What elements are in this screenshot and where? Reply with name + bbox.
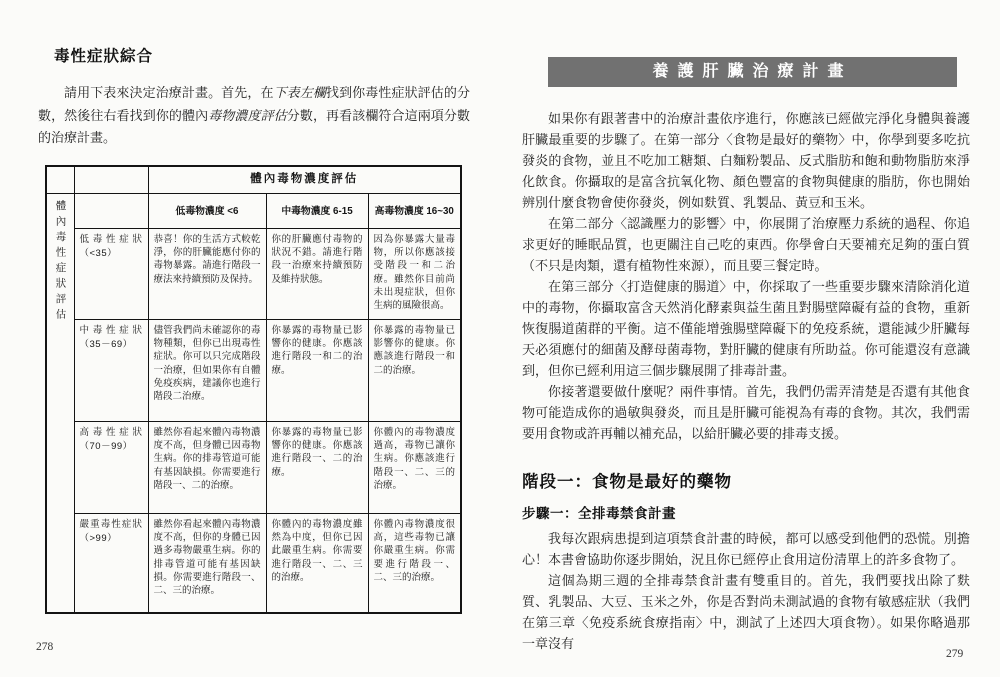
table-top-header-row (46, 166, 461, 194)
body-paragraph: 如果你有跟著書中的治療計畫依序進行，你應該已經做完淨化身體與養護肝臟最重要的步驟了。在第一部分〈食物是最好的藥物〉中，你學到要多吃抗發炎的食物，並且不吃加工糖類、白麵粉製品、反式脂肪和飽和動物脂肪來淨化飲食。你攝取的是富含抗氧化物、顏色豐富的食物與健康的脂肪，你也開始辨別什麼食物會使你發炎，例如麩質、乳製品、黃豆和玉米。 (522, 111, 970, 210)
table-cell: 雖然你看起來體內毒物濃度不高，但身體已因毒物生病。你的排毒管道可能有基因缺損。你需要進行階段一、二的治療。 (148, 422, 266, 514)
table-row (46, 229, 461, 320)
body-paragraph: 你接著還要做什麼呢？兩件事情。首先，我們仍需弄清楚是否還有其他食物可能造成你的過敏與發炎，而且是肝臟可能視為有毒的食物。其次，我們需要用食物或許再輔以補充品，以給肝臟必要的排毒支援。 (522, 384, 970, 441)
col-header-mid: 中毒物濃度 6-15 (266, 194, 368, 229)
table-row (46, 514, 461, 613)
corner-cell (74, 194, 148, 229)
table-row (46, 422, 461, 514)
page-title: 毒性症狀綜合 (54, 48, 154, 65)
table-row (46, 320, 461, 422)
table-cell: 你的肝臟應付毒物的狀況不錯。請進行階段一治療來持續預防及維持狀態。 (266, 229, 368, 320)
step-heading: 步驟一：全排毒禁食計畫 (522, 506, 676, 521)
right-book-page (500, 0, 1000, 677)
body-paragraph: 我每次跟病患提到這項禁食計畫的時候，都可以感受到他們的恐慌。別擔心！本書會協助你逐步開始，況且你已經停止食用這份清單上的許多食物了。 (522, 531, 970, 567)
table-side-label-cell (46, 194, 74, 613)
chapter-banner-title: 養護肝臟治療計畫 (652, 63, 853, 80)
intro-text: 找到你毒性症狀評估的分數，然後往右看找到你的體內 (38, 85, 470, 123)
intro-text: 分數，再看該欄符合這兩項分數的治療計畫。 (38, 107, 470, 145)
table-cell: 雖然你看起來體內毒物濃度不高，但你的身體已因過多毒物嚴重生病。你的排毒管道可能有基因缺損。你需要進行階段一、二、三的治療。 (148, 514, 266, 613)
col-header-high: 高毒物濃度 16~30 (368, 194, 461, 229)
chapter-banner (548, 57, 957, 87)
page-number-left: 278 (36, 641, 54, 653)
table-cell: 你體內的毒物濃度雖然為中度，但你已因此嚴重生病。你需要進行階段一、二、三的治療。 (266, 514, 368, 613)
intro-paragraph (38, 82, 470, 150)
body-paragraph: 這個為期三週的全排毒禁食計畫有雙重目的。首先，我們要找出除了麩質、乳製品、大豆、玉米之外，你是否對尚未測試過的食物有敏感症狀（我們在第三章〈免疫系統食療指南〉中，測試了上述四大項食物）。如果你略過那一章沒有 (522, 573, 970, 651)
section-heading: 階段一：食物是最好的藥物 (522, 473, 732, 491)
page-number-right: 279 (946, 648, 964, 660)
toxicity-treatment-table (45, 165, 462, 614)
table-column-header-row (46, 194, 461, 229)
row-label: 嚴重毒性症狀（>99） (74, 514, 148, 613)
table-cell: 恭喜！你的生活方式較乾淨，你的肝臟能應付你的毒物暴露。請進行階段一療法來持續預防及保持。 (148, 229, 266, 320)
table-cell: 因為你暴露大量毒物，所以你應該接受階段一和二治療。雖然你目前尚未出現症狀，但你生病的風險很高。 (368, 229, 461, 320)
row-label: 中毒性症狀（35－69） (74, 320, 148, 422)
row-label: 低毒性症狀（<35） (74, 229, 148, 320)
body-paragraph: 在第二部分〈認識壓力的影響〉中，你展開了治療壓力系統的過程、你追求更好的睡眠品質，也更關注自己吃的東西。你學會白天要補充足夠的蛋白質（不只是肉類，還有植物性來源），而且要三餐定時。 (522, 216, 970, 273)
corner-cell (46, 166, 74, 194)
intro-emphasis: 下表左欄 (273, 85, 326, 100)
table-cell: 你體內的毒物濃度過高，毒物已讓你生病。你應該進行階段一、二、三的治療。 (368, 422, 461, 514)
table-cell: 你體內毒物濃度很高，這些毒物已讓你嚴重生病。你需要進行階段一、二、三的治療。 (368, 514, 461, 613)
table-side-label: 體內毒性症狀評估 (54, 200, 67, 324)
intro-emphasis: 毒物濃度評估 (208, 107, 287, 123)
table-cell: 你暴露的毒物量已影響你的健康。你應該進行階段一和二的治療。 (266, 320, 368, 422)
row-label: 高毒性症狀（70－99） (74, 422, 148, 514)
body-paragraph: 在第三部分〈打造健康的腸道〉中，你採取了一些重要步驟來清除消化道中的毒物，你攝取富含天然消化酵素與益生菌且對腸壁障礙有益的食物，重新恢復腸道菌群的平衡。這不僅能增強腸壁障礙下的免疫系統，還能減少肝臟每天必須應付的細菌及酵母菌毒物，對肝臟的健康有所助益。你可能還沒有意識到，但你已經利用這三個步驟展開了排毒計畫。 (522, 279, 970, 378)
col-header-low: 低毒物濃度 <6 (148, 194, 266, 229)
table-cell: 你暴露的毒物量已影響你的健康。你應該進行階段一、二的治療。 (266, 422, 368, 514)
intro-text: 請用下表來決定治療計畫。首先，在 (64, 85, 274, 100)
table-top-header: 體內毒物濃度評估 (148, 166, 461, 194)
corner-cell (74, 166, 148, 194)
table-cell: 你暴露的毒物量已影響你的健康。你應該進行階段一和二的治療。 (368, 320, 461, 422)
table-cell: 儘管我們尚未確認你的毒物種類，但你已出現毒性症狀。你可以只完成階段一治療，但如果你有自體免疫疾病，建議你也進行階段二治療。 (148, 320, 266, 422)
